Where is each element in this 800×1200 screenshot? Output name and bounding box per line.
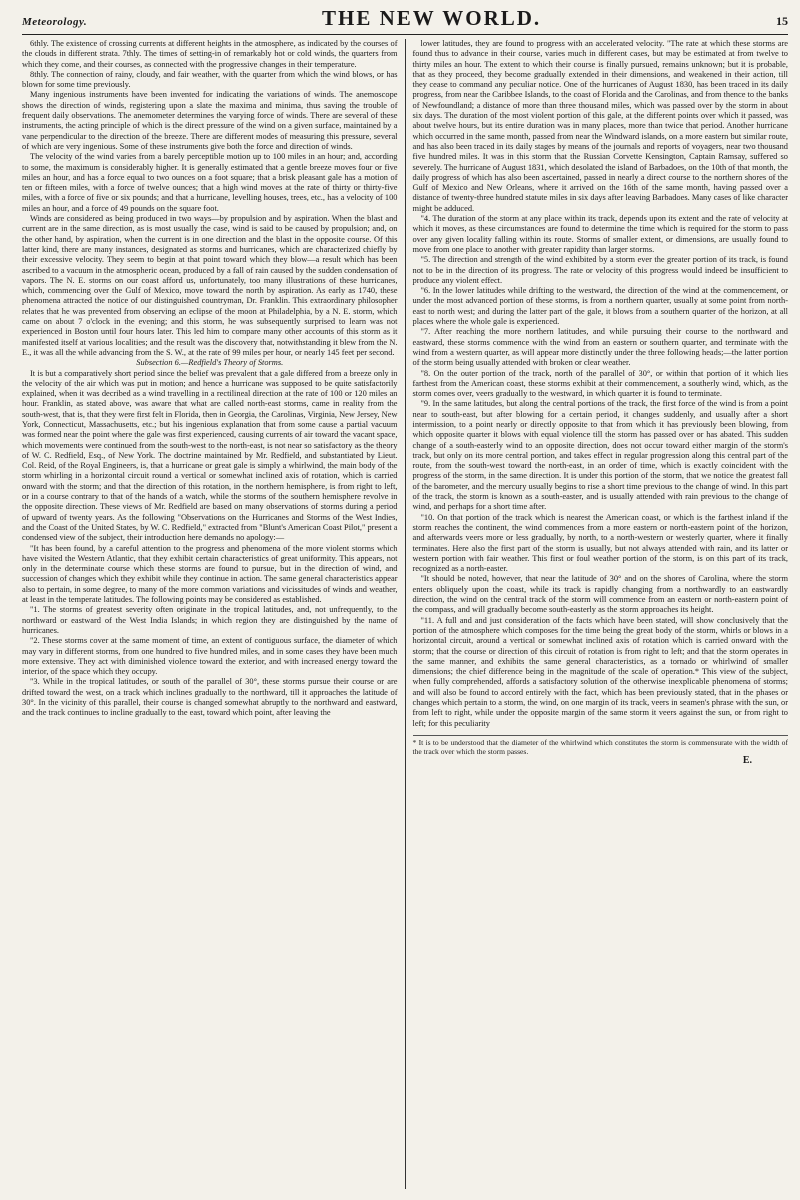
paragraph: 6thly. The existence of crossing currents at different heights in the atmosphere, as indicated by the courses of the clouds in different strata. 7thly. The times of setting-in of remarkably hot or cold winds, the quarters from which they come, and their courses, as connected with the progressive changes in their temperature. — [22, 39, 398, 69]
paragraph: "6. In the lower latitudes while drifting to the westward, the direction of the wind at the commencement, or under the most advanced portion of these storms, is from a northern quarter, usually at some point from north-east to north west; and during the latter part of the gale, it blows from a southern quarter of the horizon, at all places where the whole gale is experienced. — [412, 286, 788, 327]
paragraph: "It should be noted, however, that near the latitude of 30° and on the shores of Carolina, where the storm enters obliquely upon the coast, while its track is rapidly changing from a northwardly to an eastwardly direction, the wind on the central track of the storm will commence from an eastern or north-eastern point of the compass, and will gradually become south-easterly as the storm approaches its height. — [412, 574, 788, 615]
paragraph: "It has been found, by a careful attention to the progress and phenomena of the more violent storms which have visited the Western Atlantic, that they exhibit certain characteristics of great uniformity. This appears, not only in the determinate course which these storms are found to pursue, but in the direction of wind, and succession of changes which they exhibit while they continue in action. The same general characteristics appear also to pertain, in some degree, to many of the more common variations and vicissitudes of winds and weather, at least in the temperate latitudes. The following points may be considered as established. — [22, 543, 398, 605]
page-header — [22, 6, 788, 35]
paragraph: It is but a comparatively short period since the belief was prevalent that a gale differed from a breeze only in the velocity of the air which was put in motion; and hence a hurricane was supposed to be quite satisfactorily explained, when it was decribed as a wind travelling in a rectilineal direction at the rate of 100 or 120 miles an hour. Franklin, as stated above, was aware that what are called north-east storms, came in reality from the south-west, that is, that they were first felt in Florida, then in Georgia, the Carolinas, Virginia, New Jersey, New York, Connecticut, Massachusetts, etc.; but his ingenious explanation that from some cause a partial vacuum was formed near the point where the gale was first experienced, causing currents of air toward the vacant space, which movements were continued from the south-west to the north-east, is not near so satisfactory as the theory of W. C. Redfield, Esq., of New York. The doctrine maintained by Mr. Redfield, and substantiated by Lieut. Col. Reid, of the Royal Engineers, is, that a hurricane or great gale is simply a whirlwind, the main body of the storm whirling in a horizontal circuit round a vertical or somewhat inclined axis of rotation, which is carried onward with the storm; and that the direction of this rotation, in the northern hemisphere, is from right to left, or in a course contrary to that of the hands of a watch, while the storms of the southern hemisphere revolve in the opposite direction. These views of Mr. Redfield are based on many observations of storms during a period of upward of twenty years. As the following "Observations on the Hurricanes and Storms of the West Indies, and the Coast of the United States, by W. C. Redfield," extracted from "Blunt's American Coast Pilot," present a condensed view of the subject, their introduction here demands no apology:— — [22, 368, 398, 543]
paragraph: "1. The storms of greatest severity often originate in the tropical latitudes, and, not unfrequently, to the northward or eastward of the West India Islands; in which region they are distinguished by the name of hurricanes. — [22, 605, 398, 635]
right-column — [405, 39, 789, 1189]
left-column — [22, 39, 405, 1189]
page-number: 15 — [775, 14, 788, 28]
paragraph: Many ingenious instruments have been invented for indicating the variations of winds. The anemoscope shows the direction of winds, registering upon a slate the maxima and minima, thus saving the trouble of frequent daily observations. The anemometer determines the varying force of winds. There are several of these instruments, the acting principle of which is the direct pressure of the wind on a given surface, maintained by a vane perpendicular to the direction of the breeze. There are different modes of measuring this pressure, several of which are very ingenious. Some of these instruments give both the force and direction of winds. — [22, 90, 398, 151]
signature-mark: E. — [742, 754, 752, 766]
footnote-text: * It is to be understood that the diameter of the whirlwind which constitutes the storm is commensurate with the width of the track over which the storm passes. — [412, 737, 788, 756]
paragraph: "8. On the outer portion of the track, north of the parallel of 30°, or within that portion of it which lies farthest from the American coast, these storms exhibit at their commencement, a southerly wind, which, as the storm comes over, veers gradually to the westward, in which quarter it is found to terminate. — [412, 368, 788, 399]
paragraph: "2. These storms cover at the same moment of time, an extent of contiguous surface, the diameter of which may vary in different storms, from one hundred to five hundred miles, and in some cases they have been much more extensive. They act with diminished violence toward the exterior, and with increased energy toward the interior, of the space which they occupy. — [22, 636, 398, 677]
paragraph: "3. While in the tropical latitudes, or south of the parallel of 30°, these storms pursue their course or are drifted toward the west, on a track which inclines gradually to the northward, till it approaches the latitude of 30°. In the vicinity of this parallel, their course is changed somewhat abruptly to the northward and eastward, and the track continues to incline gradually to the east, toward which point, after leaving the — [22, 677, 398, 718]
paragraph: "10. On that portion of the track which is nearest the American coast, or which is the farthest inland if the storm reaches the continent, the wind commences from a more eastern or north-eastern point of the horizon, and afterwards veers more or less gradually, by north, to a north-western or westerly quarter, where it finally terminates. Here also the first part of the storm is usually, but not always attended with rain, and its latter or western portion with fair weather. This first or foul weather portion of the storm, is on this part of its track, recognized as a north-easter. — [412, 512, 788, 574]
paragraph: "5. The direction and strength of the wind exhibited by a storm ever the greater portion of its track, is found not to be in the direction of its progress. The rate or velocity of this progress would indeed be insufficient to produce any violent effect. — [412, 255, 788, 285]
footnote — [413, 735, 789, 765]
subsection-heading: Subsection 6.—Redfield's Theory of Storms. — [136, 358, 284, 368]
paragraph: Winds are considered as being produced in two ways—by propulsion and by aspiration. When the blast and current are in the same direction, as is most usually the case, wind is said to be caused by propulsion; and, on the other hand, by aspiration, when the current is in one direction and the blast in the opposite course. Of this latter kind, there are many instances, designated as storms and hurricanes, which are characterized chiefly by their excessive velocity. They seem to begin at that point toward which they blow—a result which has been ascribed to a vacuum in the atmospheric ocean, produced by a fall of rain caused by the sudden condensation of vapors. The N. E. storms on our coast afford us, unfortunately, too many illustrations of these hurricanes, which, commencing over the Gulf of Mexico, move toward the north by aspiration. As early as 1740, these phenomena attracted the notice of our distinguished countryman, Dr. Franklin. This extraordinary philosopher relates that he was prevented from observing an eclipse of the moon at Philadelphia, by a N. E. storm, which came on about 7 o'clock in the evening; and this storm, he was subsequently surprised to learn was not experienced in Boston until four hours later. This led him to compare many other accounts of this storm as it manifested itself at various localities; and the result was the discovery that, notwithstanding it blew from the N. E., it was all the while advancing from the S. W., at the rate of 99 miles per hour, or nearly 145 feet per second. — [22, 214, 398, 357]
paragraph: "4. The duration of the storm at any place within its track, depends upon its extent and the rate of velocity at which it moves, as these circumstances are found to determine the time which is required for the storm to pass over any given locality falling within its route. Storms of smaller extent, or dimensions, are usually found to move from one place to another with greater rapidity than larger storms. — [412, 214, 788, 254]
paragraph: "9. In the same latitudes, but along the central portions of the track, the first force of the wind is from a point near to south-east, but after blowing for a certain period, it changes suddenly, and usually after a short intermission, to a point nearly or directly opposite to that from which it has previously been blowing, from which opposite quarter it blows with equal violence till the storm has passed over or has abated. This sudden change of a south-easterly wind to an opposite direction, does not occur toward either margin of the storm's track, but only on its more central portion, and takes effect in regular progression along this central part of the route, from the south-west toward the north-east, in an order of time, which is exactly coincident with the progress of the storm, in the same direction. It is under this portion of the storm, that we notice the greatest fall of the barometer, and the mercury usually begins to rise a short time previous to the change of wind. In this part of the track, the storm is known as a south-easter, and is usually attended with rain previous to the change of wind, and perhaps for a short time after. — [412, 399, 788, 512]
publication-title: THE NEW WORLD. — [321, 6, 542, 30]
section-title: Meteorology. — [22, 16, 88, 28]
paragraph: The velocity of the wind varies from a barely perceptible motion up to 100 miles in an hour; and, according to some, the maximum is considerably higher. It is generally estimated that a gentle breeze moves four or five miles an hour, and has a force equal to two ounces on a foot square; that a brisk pleasant gale has a motion of ten or fifteen miles, with a force of twelve ounces; that a high wind moves at the rate of thirty or thirty-five miles, with a force of five or six pounds; and that a hurricane, levelling houses, trees, etc., has a velocity of 100 miles an hour, and a force of 49 pounds on the square foot. — [22, 152, 398, 213]
text-columns — [22, 39, 788, 1189]
paragraph: 8thly. The connection of rainy, cloudy, and fair weather, with the quarter from which the wind blows, or has blown for some time previously. — [22, 69, 398, 90]
paragraph: "7. After reaching the more northern latitudes, and while pursuing their course to the northward and eastward, these storms commence with the wind from an eastern or southern quarter, and terminate with the wind from a western quarter, as will appear more distinctly under the three following heads;—the latter portion of the storm being usually attended with broken or clear weather. — [412, 327, 788, 368]
paragraph: "11. A full and and just consideration of the facts which have been stated, will show conclusively that the portion of the atmosphere which composes for the time being the great body of the storm, whirls or blows in a horizontal circuit, around a vertical or somewhat inclined axis of rotation which is carried onward with the storm; that the course or direction of this circuit of rotation is from right to left; and that the storm operates in the same manner, and exhibits the same general characteristics, as a tornado or whirlwind of smaller dimensions; the chief difference being in the magnitude of the scale of operation.* This view of the subject, when fully comprehended, affords a satisfactory solution of the otherwise inexplicable phenomena of storms; and will also be found to accord entirely with the fact, which has been previously stated, that in the phases or changes which pertain to a storm, the wind, on one margin of its track, veers in seamen's phrase with the sun, or from left to right, while under the opposite margin of the same storm it veers against the sun, or from right to left; for this peculiarity — [412, 615, 788, 728]
paragraph: lower latitudes, they are found to progress with an accelerated velocity. "The rate at which these storms are found thus to advance in their course, varies much in different cases, but may be estimated at from twelve to thirty miles an hour. The extent to which their course is finally pursued, remains unknown; but it is probable, that as they proceed, they become gradually extended in their dimensions, and weakened in their action, till they cease to command any peculiar notice. One of the hurricanes of August 1830, has been traced in its daily progress, from near the Caribbee Islands, to the coast of Florida and the Carolinas, and from thence to the banks of Newfoundland; a distance of more than three thousand miles, which was passed over by the storm in about six days. The duration of the most violent portion of this gale, at the different points over which it passed, was about twelve hours, but its entire duration was in many places, more than twice that period. Another hurricane which occurred in the same month, passed from near the Windward islands, on a more eastern but similar route, and has also been traced in its daily stages by means of the journals and reports of voyagers, near two thousand five hundred miles. It was in this storm that the Russian Corvette Kensington, Captain Ramsay, suffered so severely. The hurricane of August 1831, which desolated the island of Barbadoes, on the 10th of that month, the daily progress of which has also been ascertained, passed in nearly a direct course to the northern shores of the Gulf of Mexico and New Orleans, where it arrived on the 16th of the same month, having passed over a distance of twenty-three hundred statute miles in six days after leaving Barbadoes. Many cases of like character might be adduced. — [412, 39, 788, 213]
